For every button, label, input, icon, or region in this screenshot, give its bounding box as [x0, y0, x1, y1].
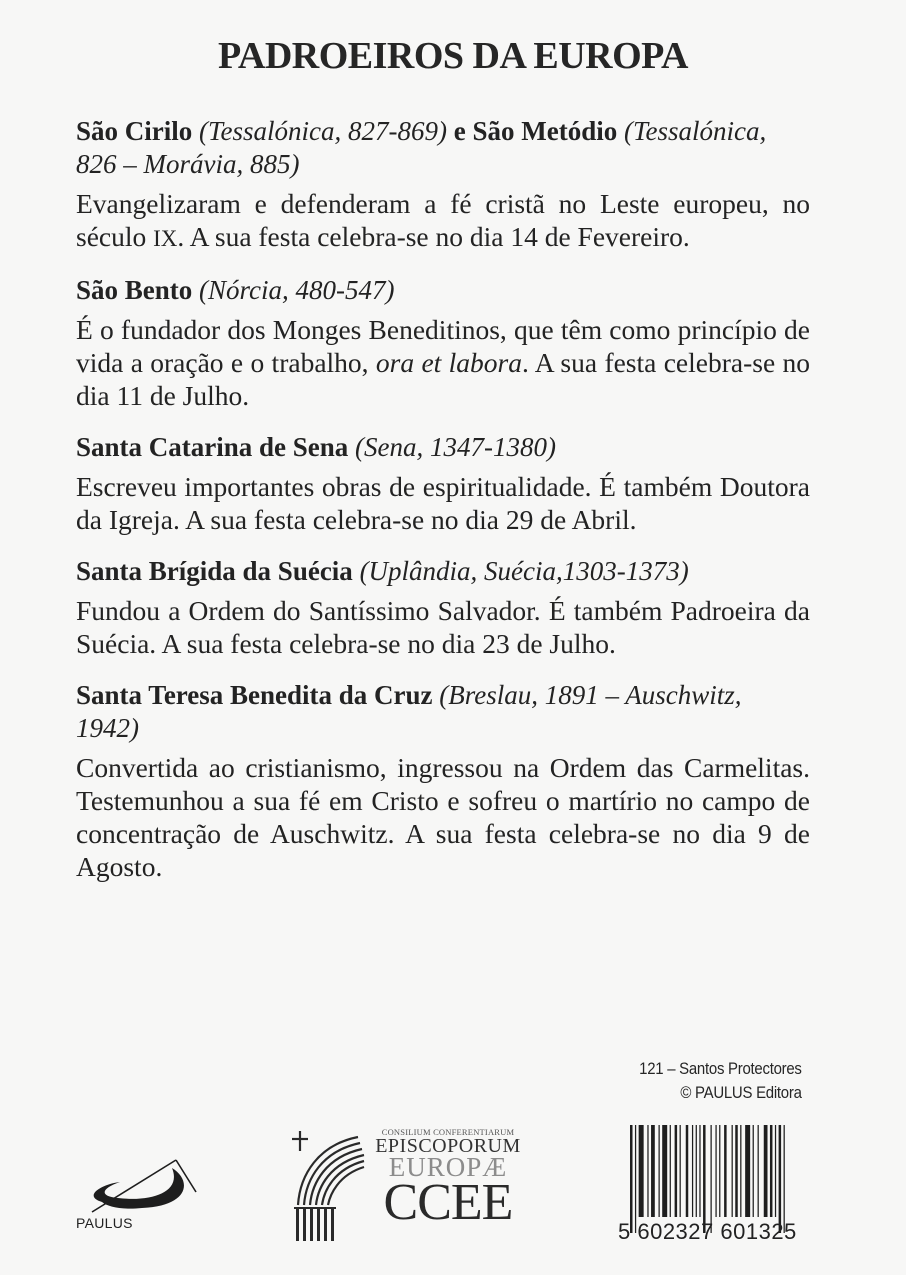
saint-origin-dates: (Tessalónica, 826 – Morávia, 885)	[76, 116, 767, 179]
barcode-bar	[647, 1125, 648, 1217]
barcode-bar	[735, 1125, 738, 1217]
saint-heading	[76, 679, 810, 745]
barcode-bar	[692, 1125, 693, 1217]
barcode-bar	[662, 1125, 667, 1217]
saints-list	[76, 115, 810, 902]
barcode-bar	[680, 1125, 681, 1217]
description-text: Fundou a Ordem do Santíssimo Salvador. É também Padroeira da Suécia. A sua festa celebra-se no dia 23 de Julho.	[76, 595, 810, 659]
copyright-notice: © PAULUS Editora	[680, 1083, 802, 1102]
publication-credits	[640, 1057, 802, 1105]
barcode-bar	[740, 1125, 741, 1217]
description-text: . A sua festa celebra-se no dia 11 de Julho.	[76, 347, 811, 411]
saint-origin-dates: (Sena, 1347-1380)	[348, 432, 556, 462]
barcode-bar	[639, 1125, 644, 1217]
barcode-bar	[724, 1125, 727, 1217]
barcode-bar	[651, 1125, 655, 1217]
saint-name: São Metódio	[472, 116, 618, 146]
barcode-bar	[670, 1125, 671, 1217]
ccee-logo	[288, 1125, 538, 1245]
barcode-bar	[630, 1125, 633, 1233]
saint-name: Santa Catarina de Sena	[76, 432, 349, 462]
saint-description	[76, 313, 810, 412]
ccee-line-consilium: CONSILIUM CONFERENTIARUM	[381, 1127, 515, 1137]
saint-name: Santa Teresa Benedita da Cruz	[76, 680, 433, 710]
barcode-bar	[635, 1125, 636, 1233]
saint-heading	[76, 555, 810, 588]
latin-motto: ora et labora	[375, 347, 523, 378]
barcode-bar	[659, 1125, 660, 1217]
barcode-bar	[770, 1125, 773, 1217]
barcode-bar	[715, 1125, 716, 1217]
saint-heading	[76, 115, 810, 181]
barcode-bar	[711, 1125, 712, 1233]
ccee-line-episcoporum: EPISCOPORUM	[375, 1135, 521, 1157]
ccee-line-acronym: CCEE	[383, 1174, 513, 1231]
barcode-bar	[699, 1125, 700, 1217]
saint-heading	[76, 274, 810, 307]
description-text: Escreveu importantes obras de espiritualidade. É também Doutora da Igreja. A sua festa celebra-se no dia 29 de Abril.	[76, 471, 810, 535]
paulus-label: PAULUS	[76, 1215, 133, 1231]
saint-name: São Cirilo	[76, 116, 193, 146]
saint-entry	[76, 274, 810, 412]
ccee-wordmark	[368, 1125, 528, 1231]
saint-origin-dates: (Nórcia, 480-547)	[192, 275, 395, 305]
saint-origin-dates: (Breslau, 1891 – Auschwitz, 1942)	[76, 680, 742, 743]
barcode-bar	[784, 1125, 785, 1233]
saint-name: Santa Brígida da Suécia	[76, 556, 353, 586]
ccee-line-europae: EUROPÆ	[388, 1152, 508, 1182]
paulus-logo	[72, 1150, 202, 1245]
barcode-bar	[703, 1125, 706, 1233]
saint-description	[76, 751, 810, 883]
saint-origin-dates: (Tessalónica, 827-869)	[192, 116, 454, 146]
saint-description	[76, 187, 810, 255]
barcode-bar	[753, 1125, 754, 1217]
heading-connector: e	[453, 116, 473, 146]
page-title: PADROEIROS DA EUROPA	[218, 35, 688, 77]
description-text: IX	[153, 226, 178, 251]
barcode-bar	[764, 1125, 768, 1217]
saint-entry	[76, 115, 810, 255]
saint-entry	[76, 431, 810, 536]
description-text: Convertida ao cristianismo, ingressou na Ordem das Carmelitas. Testemunhou a sua fé em Cristo e sofreu o martírio no campo de concentração de Auschwitz. A sua festa celebra-se no dia 9 de Agosto.	[76, 752, 810, 882]
barcode-bar	[686, 1125, 689, 1217]
description-text: Evangelizaram e defenderam a fé cristã no Leste europeu, no século	[76, 188, 810, 252]
barcode-bar	[732, 1125, 733, 1217]
barcode-bar	[758, 1125, 759, 1217]
saint-description	[76, 594, 810, 660]
description-text: É o fundador dos Monges Beneditinos, que têm como princípio de vida a oração e o trabalho,	[76, 314, 810, 378]
barcode-number: 5 602327 601325	[618, 1219, 797, 1244]
barcode-bar	[675, 1125, 678, 1217]
saint-description	[76, 470, 810, 536]
paulus-swoosh-icon	[72, 1150, 202, 1215]
series-title: 121 – Santos Protectores	[639, 1059, 802, 1078]
barcode-bar	[745, 1125, 750, 1217]
barcode-bar	[696, 1125, 697, 1217]
cross-arch-columns-icon	[288, 1125, 368, 1245]
saint-name: São Bento	[76, 275, 193, 305]
barcode-bar	[775, 1125, 776, 1217]
saint-entry	[76, 555, 810, 660]
description-text: . A sua festa celebra-se no dia 14 de Fevereiro.	[177, 221, 690, 252]
saint-heading	[76, 431, 810, 464]
saint-origin-dates: (Uplândia, Suécia,1303-1373)	[352, 556, 689, 586]
saint-entry	[76, 679, 810, 883]
barcode-bar	[719, 1125, 720, 1217]
barcode-bar	[779, 1125, 782, 1233]
barcode	[618, 1125, 818, 1250]
